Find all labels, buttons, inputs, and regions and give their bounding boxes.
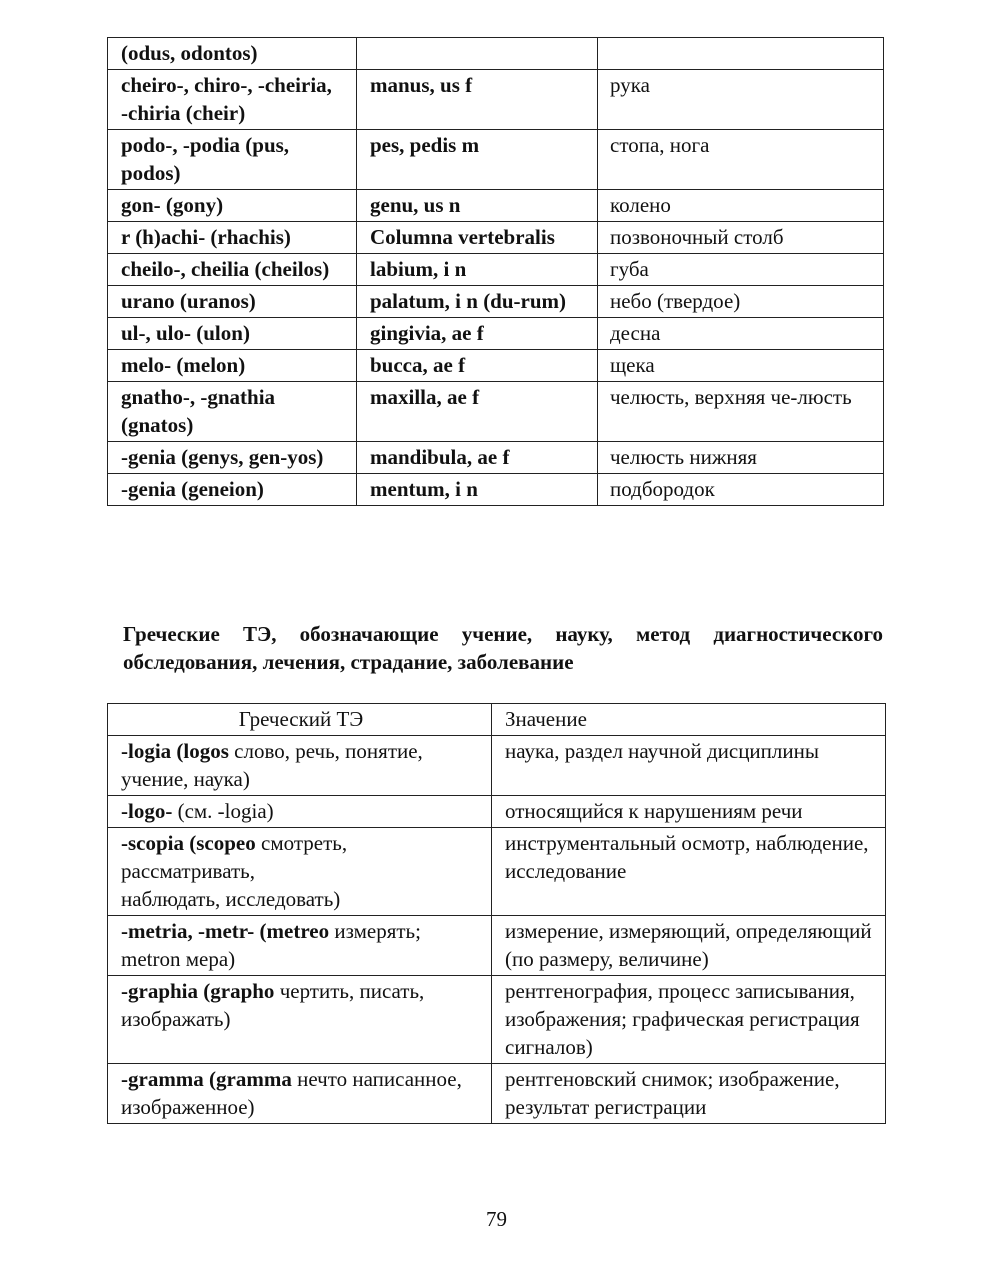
latin-cell: manus, us f: [357, 70, 598, 130]
header-term: Греческий ТЭ: [108, 704, 492, 736]
meaning-cell: рентгенография, процесс записывания, изображения; графическая регистрация сигналов): [492, 976, 886, 1064]
latin-cell: genu, us n: [357, 190, 598, 222]
table-row: [108, 70, 884, 130]
term-bold: -scopia (scopeo: [121, 831, 256, 855]
table-greek-terms: [107, 703, 886, 1124]
term-gloss: нечто написанное, изображенное): [121, 1067, 462, 1119]
table-body-parts: [107, 37, 884, 506]
meaning-cell: щека: [598, 350, 884, 382]
header-meaning: Значение: [492, 704, 886, 736]
table-row: [108, 442, 884, 474]
term-cell: cheiro-, chiro-, -cheiria, -chiria (cheir): [108, 70, 357, 130]
term-cell: urano (uranos): [108, 286, 357, 318]
table-row: [108, 318, 884, 350]
term-cell: gon- (gony): [108, 190, 357, 222]
meaning-cell: десна: [598, 318, 884, 350]
section-heading: Греческие ТЭ, обозначающие учение, науку, метод диагностического обследования, лечения, страдание, заболевание: [123, 622, 883, 674]
term-gloss: (см. -logia): [172, 799, 274, 823]
table-row: [108, 350, 884, 382]
term-cell: [108, 916, 492, 976]
term-cell: [108, 976, 492, 1064]
meaning-cell: инструментальный осмотр, наблюдение, исследование: [492, 828, 886, 916]
term-bold: -logia (logos: [121, 739, 229, 763]
latin-cell: [357, 38, 598, 70]
latin-cell: gingivia, ae f: [357, 318, 598, 350]
meaning-cell: небо (твердое): [598, 286, 884, 318]
term-cell: [108, 828, 492, 916]
term-bold: -metria, -metr- (metreo: [121, 919, 330, 943]
meaning-cell: [598, 38, 884, 70]
table-row: [108, 38, 884, 70]
latin-cell: labium, i n: [357, 254, 598, 286]
table-row: [108, 916, 886, 976]
latin-cell: mentum, i n: [357, 474, 598, 506]
table-row: [108, 796, 886, 828]
meaning-cell: относящийся к нарушениям речи: [492, 796, 886, 828]
term-gloss: смотреть, рассматривать, наблюдать, исследовать): [121, 831, 348, 911]
table-header-row: [108, 704, 886, 736]
term-bold: -graphia (grapho: [121, 979, 275, 1003]
term-cell: [108, 1064, 492, 1124]
term-cell: gnatho-, -gnathia (gnatos): [108, 382, 357, 442]
latin-cell: bucca, ae f: [357, 350, 598, 382]
term-cell: (odus, odontos): [108, 38, 357, 70]
term-cell: ul-, ulo- (ulon): [108, 318, 357, 350]
latin-cell: pes, pedis m: [357, 130, 598, 190]
table-row: [108, 1064, 886, 1124]
term-gloss: чертить, писать, изображать): [121, 979, 425, 1031]
meaning-cell: подбородок: [598, 474, 884, 506]
latin-cell: palatum, i n (du-rum): [357, 286, 598, 318]
term-cell: melo- (melon): [108, 350, 357, 382]
term-cell: [108, 796, 492, 828]
term-cell: -genia (geneion): [108, 474, 357, 506]
term-cell: r (h)achi- (rhachis): [108, 222, 357, 254]
meaning-cell: рука: [598, 70, 884, 130]
term-cell: cheilo-, cheilia (cheilos): [108, 254, 357, 286]
latin-cell: mandibula, ae f: [357, 442, 598, 474]
term-cell: podo-, -podia (pus, podos): [108, 130, 357, 190]
term-bold: -logo-: [121, 799, 173, 823]
table-row: [108, 222, 884, 254]
table-row: [108, 474, 884, 506]
table-row: [108, 254, 884, 286]
term-gloss: слово, речь, понятие, учение, наука): [121, 739, 423, 791]
term-gloss: измерять; metron мера): [121, 919, 421, 971]
table-greek-terms-rows: [108, 704, 886, 1124]
meaning-cell: стопа, нога: [598, 130, 884, 190]
term-cell: -genia (genys, gen-yos): [108, 442, 357, 474]
term-cell: [108, 736, 492, 796]
latin-cell: maxilla, ae f: [357, 382, 598, 442]
table-row: [108, 382, 884, 442]
page-number: 79: [486, 1207, 507, 1231]
meaning-cell: губа: [598, 254, 884, 286]
latin-cell: Columna vertebralis: [357, 222, 598, 254]
table-body-parts-rows: [108, 38, 884, 506]
table-row: [108, 130, 884, 190]
table-row: [108, 828, 886, 916]
table-row: [108, 286, 884, 318]
meaning-cell: измерение, измеряющий, определяющий (по размеру, величине): [492, 916, 886, 976]
meaning-cell: колено: [598, 190, 884, 222]
table-row: [108, 976, 886, 1064]
table-row: [108, 190, 884, 222]
meaning-cell: рентгеновский снимок; изображение, результат регистрации: [492, 1064, 886, 1124]
term-bold: -gramma (gramma: [121, 1067, 292, 1091]
meaning-cell: челюсть, верхняя че-люсть: [598, 382, 884, 442]
meaning-cell: наука, раздел научной дисциплины: [492, 736, 886, 796]
meaning-cell: челюсть нижняя: [598, 442, 884, 474]
table-row: [108, 736, 886, 796]
meaning-cell: позвоночный столб: [598, 222, 884, 254]
